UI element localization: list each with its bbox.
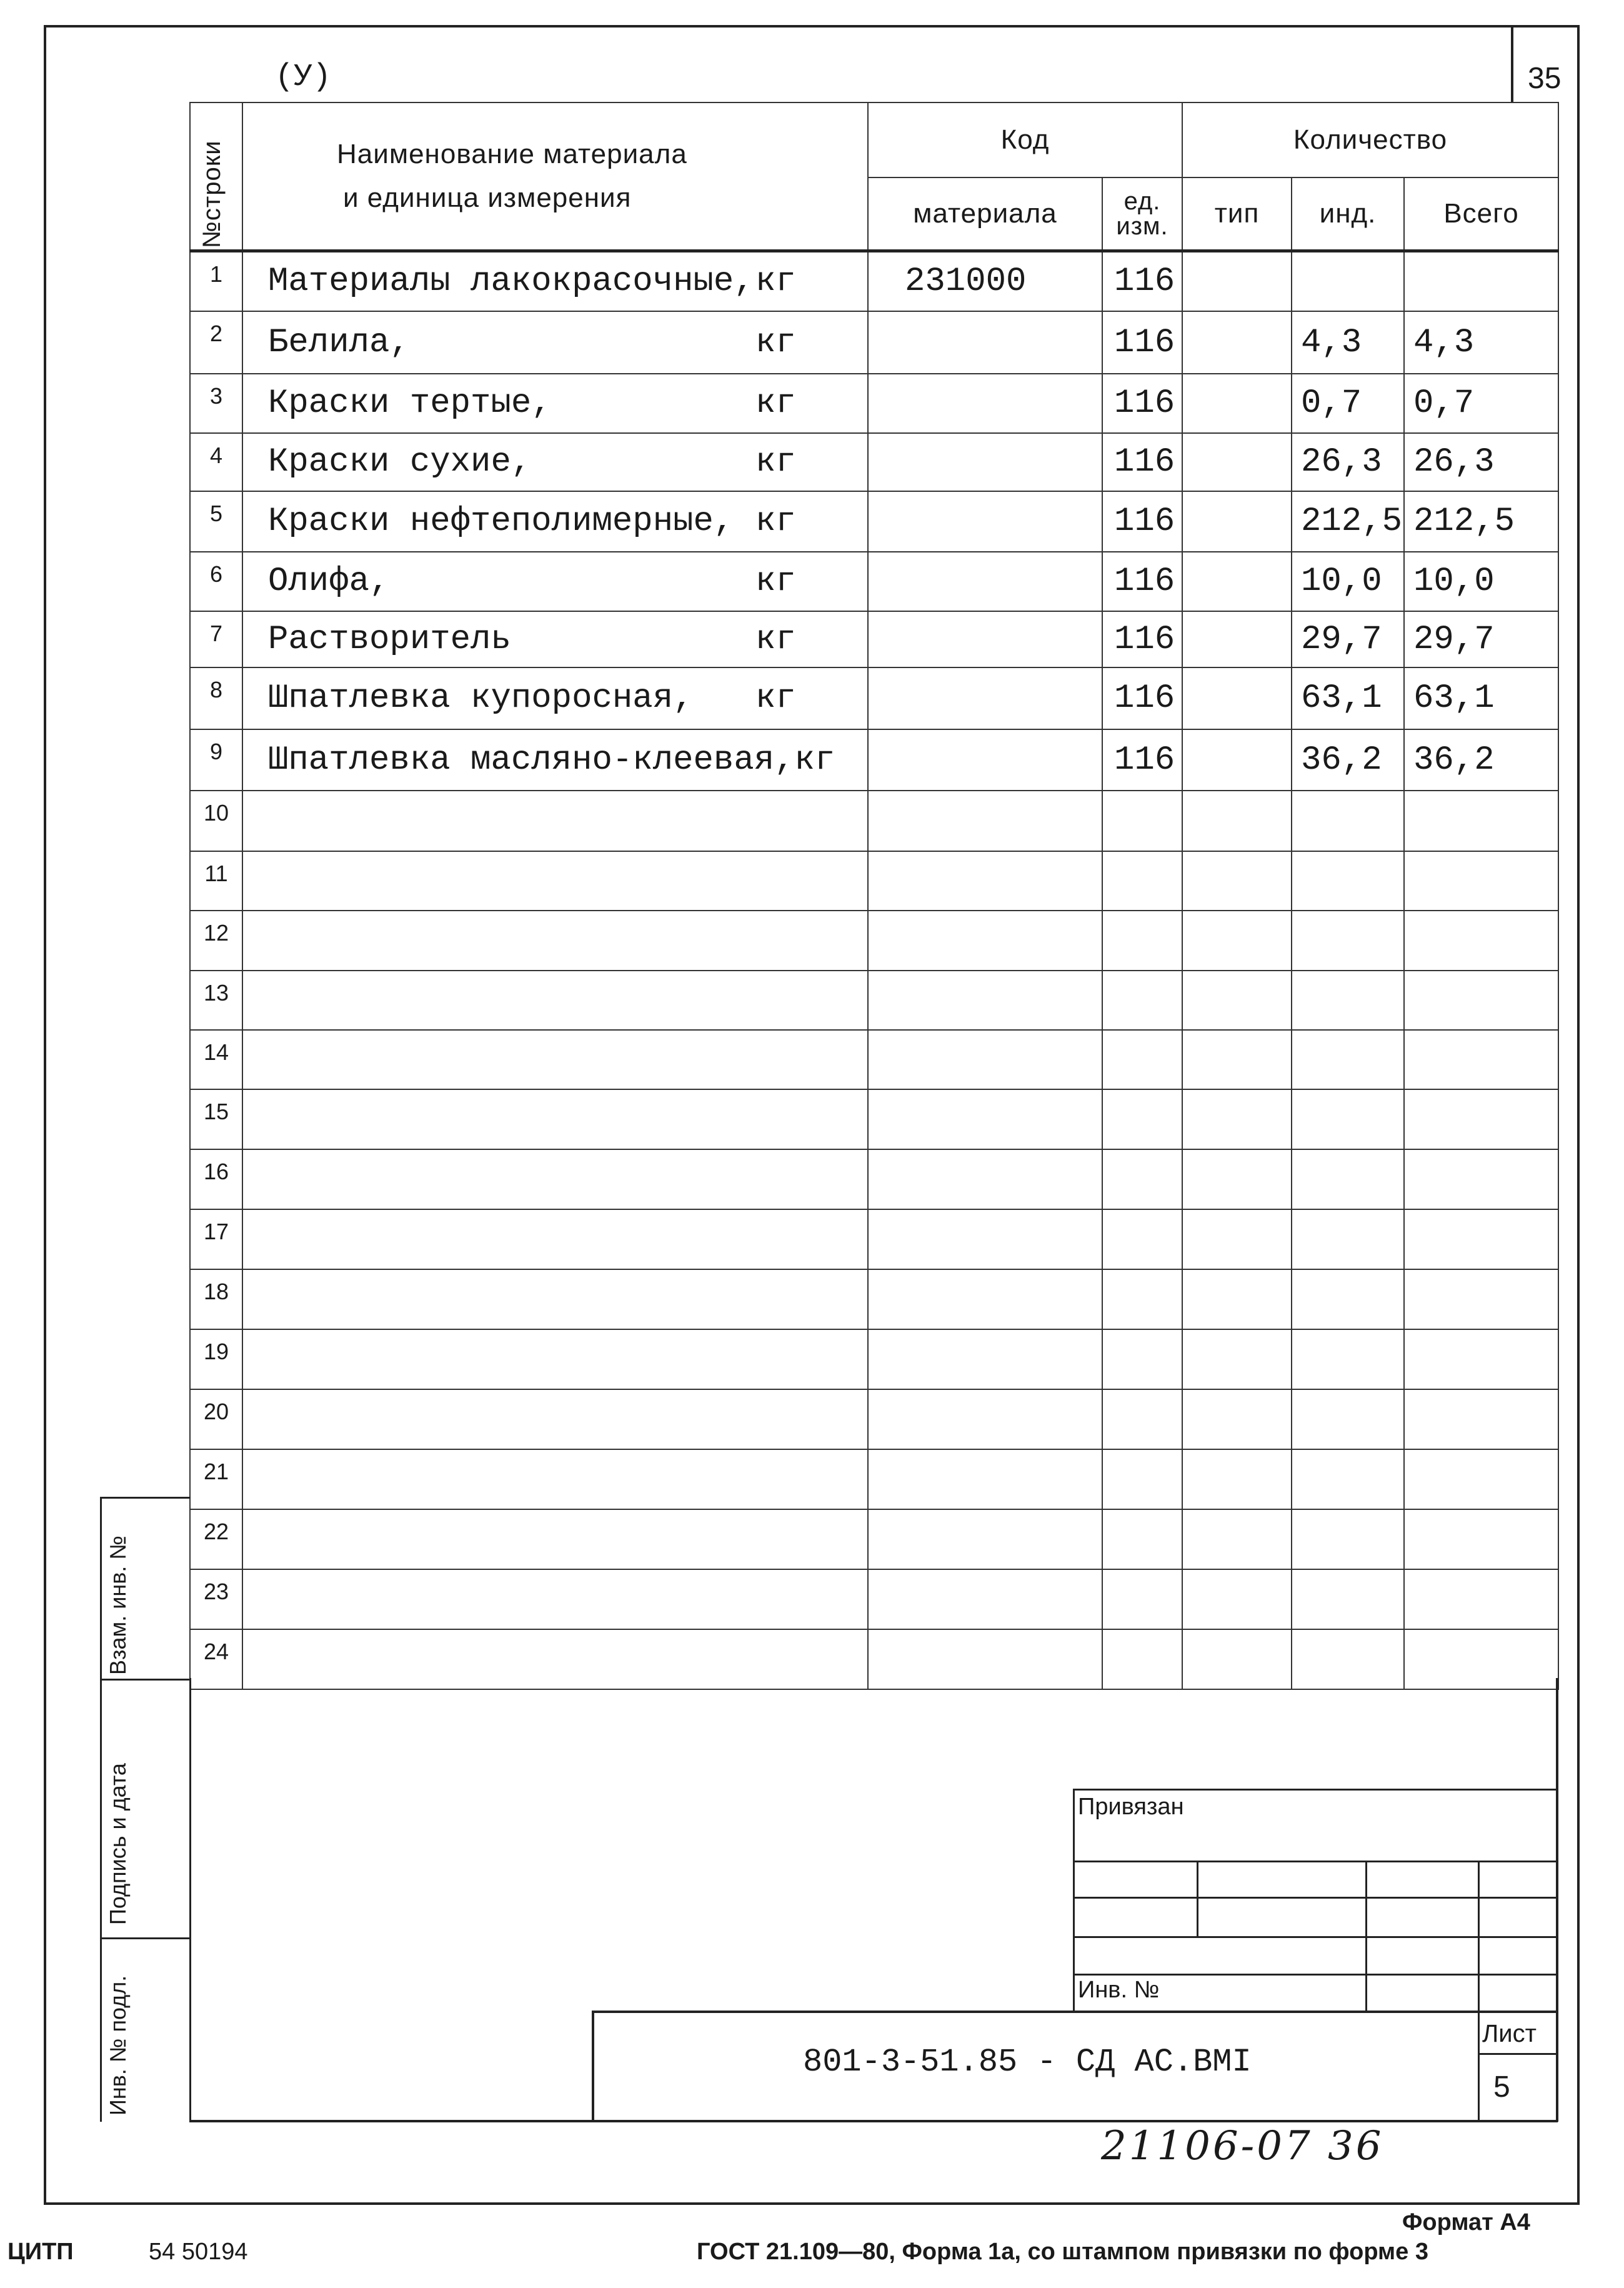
quantity-type (1182, 971, 1292, 1030)
materials-table (189, 102, 1559, 1690)
quantity-total (1404, 1329, 1558, 1389)
unit-code: 116 (1102, 374, 1182, 433)
quantity-total (1404, 1089, 1558, 1149)
row-number: 7 (190, 611, 242, 667)
unit-code (1102, 1449, 1182, 1509)
stamp-inv-no: Инв. № (1078, 1977, 1160, 2003)
table-row (190, 729, 1558, 791)
quantity-type (1182, 1629, 1292, 1689)
quantity-type (1182, 1449, 1292, 1509)
corner-mark: (У) (275, 59, 332, 95)
footer-format: Формат А4 (1402, 2209, 1530, 2236)
material-unit: кг (755, 384, 796, 422)
unit-code (1102, 1269, 1182, 1329)
quantity-type (1182, 911, 1292, 971)
row-number: 18 (190, 1269, 242, 1329)
quantity-ind (1292, 1030, 1404, 1089)
page-number: 35 (1528, 62, 1562, 95)
quantity-ind (1292, 1209, 1404, 1269)
quantity-ind (1292, 1629, 1404, 1689)
table-row (190, 1149, 1558, 1209)
material-name: Материалы лакокрасочные, (268, 262, 754, 301)
unit-code (1102, 1209, 1182, 1269)
quantity-type (1182, 791, 1292, 851)
stamp-line-4 (1073, 1974, 1558, 1976)
table-row (190, 1269, 1558, 1329)
unit-code (1102, 1149, 1182, 1209)
quantity-total: 4,3 (1404, 311, 1558, 374)
table-row (190, 1089, 1558, 1149)
unit-code (1102, 1089, 1182, 1149)
row-number: 11 (190, 851, 242, 911)
quantity-ind (1292, 1449, 1404, 1509)
table-row (190, 1329, 1558, 1389)
material-code (868, 1149, 1102, 1209)
quantity-ind (1292, 851, 1404, 911)
material-unit: кг (755, 562, 796, 601)
stamp-list-value: 5 (1493, 2071, 1510, 2104)
footer-org-code: 54 50194 (149, 2239, 248, 2265)
material-code (868, 911, 1102, 971)
quantity-type (1182, 729, 1292, 791)
quantity-type (1182, 851, 1292, 911)
table-row (190, 491, 1558, 552)
row-number: 22 (190, 1509, 242, 1569)
header-quantity: Количество (1182, 102, 1558, 177)
quantity-ind (1292, 1089, 1404, 1149)
table-row (190, 911, 1558, 971)
header-ind: инд. (1292, 177, 1404, 251)
quantity-type (1182, 491, 1292, 552)
material-name-cell (242, 1629, 868, 1689)
quantity-total (1404, 971, 1558, 1030)
margin-label-vzam: Взам. инв. № (105, 1535, 131, 1675)
material-code (868, 1569, 1102, 1629)
material-name-cell (242, 1329, 868, 1389)
material-code (868, 1209, 1102, 1269)
material-name-cell (242, 911, 868, 971)
quantity-ind (1292, 1329, 1404, 1389)
row-number: 4 (190, 433, 242, 491)
quantity-total: 26,3 (1404, 433, 1558, 491)
quantity-ind (1292, 1269, 1404, 1329)
table-row (190, 611, 1558, 667)
material-code (868, 667, 1102, 729)
header-unit: ед. (1123, 187, 1161, 215)
material-code (868, 1030, 1102, 1089)
material-name: Шпатлевка масляно-клеевая,кг (268, 741, 835, 779)
row-number: 20 (190, 1389, 242, 1449)
stamp-doc-code: 801-3-51.85 - СД АС.ВМI (803, 2044, 1252, 2081)
row-number: 24 (190, 1629, 242, 1689)
material-name: Олифа, (268, 562, 390, 601)
table-row (190, 1569, 1558, 1629)
stamp-left-line (1073, 1789, 1075, 2012)
header-unit-cell (1102, 177, 1182, 251)
material-code (868, 729, 1102, 791)
material-code (868, 1089, 1102, 1149)
row-number: 6 (190, 552, 242, 611)
material-name-cell (242, 311, 868, 374)
margin-divider-top (100, 1497, 191, 1499)
material-name-cell (242, 251, 868, 311)
table-row (190, 1389, 1558, 1449)
quantity-total (1404, 1149, 1558, 1209)
material-code (868, 851, 1102, 911)
row-number: 1 (190, 251, 242, 311)
quantity-type (1182, 374, 1292, 433)
material-code (868, 433, 1102, 491)
material-code (868, 1389, 1102, 1449)
material-code (868, 971, 1102, 1030)
unit-code (1102, 1509, 1182, 1569)
handwritten-number: 21106-07 36 (1101, 2123, 1384, 2169)
header-type: тип (1182, 177, 1292, 251)
list-divider (1478, 2053, 1558, 2055)
table-row (190, 971, 1558, 1030)
unit-code: 116 (1102, 251, 1182, 311)
material-code (868, 1269, 1102, 1329)
title-block-left (592, 2011, 594, 2122)
header-name-cell (242, 102, 868, 251)
quantity-type (1182, 1149, 1292, 1209)
table-row (190, 433, 1558, 491)
material-code (868, 791, 1102, 851)
header-total: Всего (1404, 177, 1558, 251)
material-code (868, 552, 1102, 611)
material-name-cell (242, 971, 868, 1030)
material-name-cell (242, 1449, 868, 1509)
table-row (190, 552, 1558, 611)
material-name-cell (242, 1209, 868, 1269)
quantity-type (1182, 251, 1292, 311)
quantity-ind (1292, 1509, 1404, 1569)
quantity-type (1182, 311, 1292, 374)
material-name-cell (242, 1569, 868, 1629)
quantity-ind: 0,7 (1292, 374, 1404, 433)
table-left-line-lower (189, 1678, 191, 2122)
margin-divider-1 (100, 1679, 191, 1681)
quantity-total (1404, 911, 1558, 971)
unit-code (1102, 1389, 1182, 1449)
unit-code: 116 (1102, 667, 1182, 729)
material-unit: кг (755, 679, 796, 717)
material-name-cell (242, 374, 868, 433)
bottom-line (189, 2120, 1558, 2122)
row-number: 14 (190, 1030, 242, 1089)
header-code: Код (868, 102, 1182, 177)
material-code (868, 491, 1102, 552)
header-row-no: №строки (198, 140, 226, 248)
material-code (868, 374, 1102, 433)
material-unit: кг (755, 323, 796, 362)
quantity-type (1182, 1509, 1292, 1569)
unit-code: 116 (1102, 552, 1182, 611)
stamp-top-line (1073, 1789, 1558, 1791)
footer-org: ЦИТП (7, 2239, 74, 2265)
quantity-ind: 4,3 (1292, 311, 1404, 374)
quantity-total: 29,7 (1404, 611, 1558, 667)
unit-code (1102, 911, 1182, 971)
stamp-line-1 (1073, 1861, 1558, 1862)
material-code (868, 611, 1102, 667)
material-name-cell (242, 1030, 868, 1089)
row-number: 5 (190, 491, 242, 552)
row-number: 9 (190, 729, 242, 791)
material-name-cell (242, 1509, 868, 1569)
unit-code (1102, 1329, 1182, 1389)
material-name-cell (242, 791, 868, 851)
unit-code (1102, 1030, 1182, 1089)
quantity-type (1182, 611, 1292, 667)
quantity-ind (1292, 1149, 1404, 1209)
material-code (868, 1329, 1102, 1389)
unit-code (1102, 851, 1182, 911)
material-code (868, 1629, 1102, 1689)
row-number: 10 (190, 791, 242, 851)
title-block-top (592, 2011, 1558, 2013)
material-unit: кг (755, 620, 796, 659)
table-row (190, 251, 1558, 311)
material-name: Краски сухие, (268, 443, 532, 481)
row-number: 15 (190, 1089, 242, 1149)
quantity-type (1182, 1209, 1292, 1269)
row-number: 17 (190, 1209, 242, 1269)
material-name-cell (242, 491, 868, 552)
table-row (190, 1449, 1558, 1509)
row-number: 12 (190, 911, 242, 971)
stamp-vline-3 (1478, 1861, 1480, 2121)
quantity-total (1404, 1209, 1558, 1269)
quantity-total (1404, 1269, 1558, 1329)
quantity-type (1182, 433, 1292, 491)
stamp-line-3 (1073, 1936, 1558, 1938)
material-name-cell (242, 1389, 868, 1449)
quantity-ind: 10,0 (1292, 552, 1404, 611)
material-name-cell (242, 552, 868, 611)
table-row (190, 1629, 1558, 1689)
quantity-total: 212,5 (1404, 491, 1558, 552)
quantity-ind: 63,1 (1292, 667, 1404, 729)
quantity-total: 0,7 (1404, 374, 1558, 433)
material-name-cell (242, 611, 868, 667)
quantity-ind (1292, 1569, 1404, 1629)
quantity-ind (1292, 1389, 1404, 1449)
unit-code (1102, 971, 1182, 1030)
quantity-type (1182, 1569, 1292, 1629)
quantity-type (1182, 667, 1292, 729)
header-row-no-cell (190, 102, 242, 251)
quantity-type (1182, 1329, 1292, 1389)
material-name: Шпатлевка купоросная, (268, 679, 694, 717)
quantity-ind (1292, 791, 1404, 851)
material-unit: кг (755, 502, 796, 541)
header-material: материала (868, 177, 1102, 251)
material-unit: кг (755, 262, 796, 301)
quantity-ind (1292, 971, 1404, 1030)
quantity-type (1182, 1030, 1292, 1089)
quantity-type (1182, 1389, 1292, 1449)
table-right-line-lower (1556, 1678, 1558, 2122)
row-number: 3 (190, 374, 242, 433)
material-name: Растворитель (268, 620, 511, 659)
header-unit-line2: изм. (1116, 212, 1168, 240)
quantity-total (1404, 1389, 1558, 1449)
row-number: 21 (190, 1449, 242, 1509)
material-code: 231000 (868, 251, 1102, 311)
unit-code: 116 (1102, 729, 1182, 791)
quantity-ind (1292, 911, 1404, 971)
quantity-ind: 36,2 (1292, 729, 1404, 791)
quantity-type (1182, 552, 1292, 611)
quantity-total (1404, 251, 1558, 311)
material-code (868, 311, 1102, 374)
quantity-total: 63,1 (1404, 667, 1558, 729)
header-name: Наименование материала (337, 138, 687, 169)
stamp-privyazan: Привязан (1078, 1794, 1184, 1820)
unit-code: 116 (1102, 491, 1182, 552)
footer-gost: ГОСТ 21.109—80, Форма 1а, со штампом привязки по форме 3 (697, 2239, 1428, 2265)
quantity-total: 36,2 (1404, 729, 1558, 791)
stamp-vline-2 (1365, 1861, 1367, 2011)
unit-code: 116 (1102, 433, 1182, 491)
quantity-total (1404, 1569, 1558, 1629)
stamp-vline-1 (1197, 1861, 1198, 1936)
material-unit: кг (755, 443, 796, 481)
table-row (190, 1209, 1558, 1269)
table-row (190, 851, 1558, 911)
table-row (190, 374, 1558, 433)
row-number: 8 (190, 667, 242, 729)
material-name-cell (242, 1269, 868, 1329)
material-name-cell (242, 851, 868, 911)
unit-code (1102, 1629, 1182, 1689)
quantity-type (1182, 1089, 1292, 1149)
quantity-ind: 29,7 (1292, 611, 1404, 667)
material-name: Краски тертые, (268, 384, 552, 422)
quantity-total (1404, 791, 1558, 851)
material-name: Краски нефтеполимерные, (268, 502, 734, 541)
material-name-cell (242, 1089, 868, 1149)
quantity-ind (1292, 251, 1404, 311)
quantity-total (1404, 1030, 1558, 1089)
margin-label-inv-podl: Инв. № подл. (105, 1975, 131, 2116)
quantity-ind: 26,3 (1292, 433, 1404, 491)
unit-code (1102, 1569, 1182, 1629)
margin-outer-line (100, 1497, 102, 2122)
unit-code: 116 (1102, 311, 1182, 374)
quantity-ind: 212,5 (1292, 491, 1404, 552)
quantity-total (1404, 851, 1558, 911)
material-code (868, 1449, 1102, 1509)
table-row (190, 1030, 1558, 1089)
table-row (190, 791, 1558, 851)
row-number: 19 (190, 1329, 242, 1389)
material-name-cell (242, 433, 868, 491)
material-name: Белила, (268, 323, 410, 362)
margin-divider-2 (100, 1937, 191, 1939)
header-name-line2: и единица измерения (343, 182, 632, 213)
material-name-cell (242, 729, 868, 791)
table-row (190, 1509, 1558, 1569)
row-number: 16 (190, 1149, 242, 1209)
row-number: 2 (190, 311, 242, 374)
quantity-total (1404, 1509, 1558, 1569)
quantity-total (1404, 1629, 1558, 1689)
unit-code (1102, 791, 1182, 851)
quantity-total: 10,0 (1404, 552, 1558, 611)
quantity-total (1404, 1449, 1558, 1509)
stamp-list-label: Лист (1482, 2020, 1537, 2047)
table-row (190, 667, 1558, 729)
stamp-line-2 (1073, 1897, 1558, 1899)
material-name-cell (242, 667, 868, 729)
material-name-cell (242, 1149, 868, 1209)
table-row (190, 311, 1558, 374)
margin-label-podpis: Подпись и дата (105, 1763, 131, 1925)
row-number: 13 (190, 971, 242, 1030)
unit-code: 116 (1102, 611, 1182, 667)
row-number: 23 (190, 1569, 242, 1629)
material-code (868, 1509, 1102, 1569)
quantity-type (1182, 1269, 1292, 1329)
